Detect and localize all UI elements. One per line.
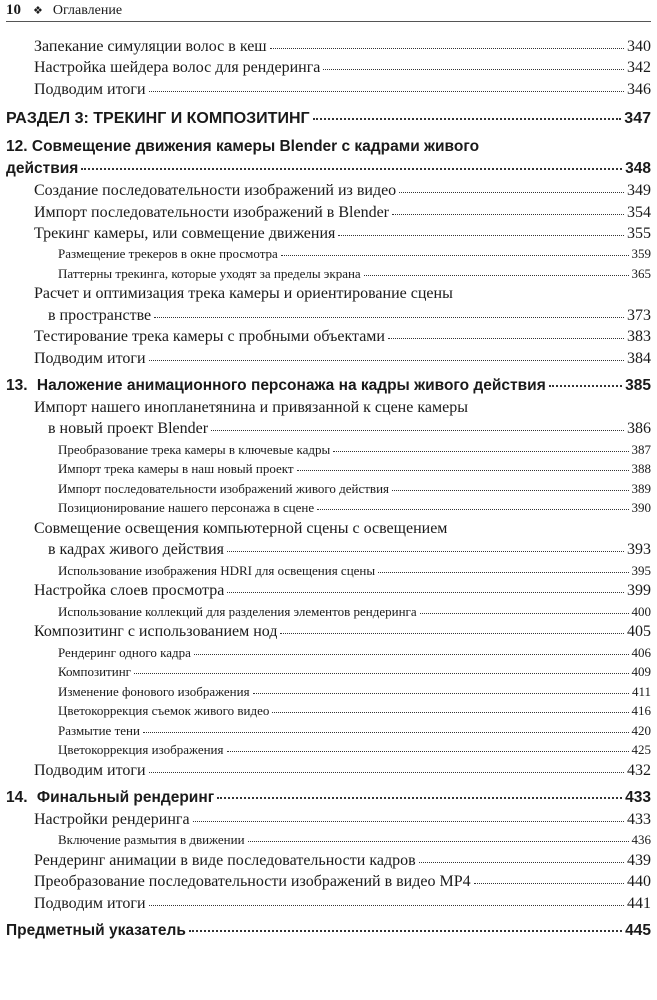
chapter-12-entry[interactable]: действия 348 <box>6 158 651 180</box>
toc-page: 354 <box>627 203 651 221</box>
dot-leader <box>217 797 622 799</box>
toc-page: 347 <box>624 110 651 128</box>
toc-entry[interactable]: Рендеринг анимации в виде последовательности кадров 439 <box>6 850 651 871</box>
index-entry[interactable]: Предметный указатель 445 <box>6 920 651 942</box>
chapter-number: 14. <box>6 788 28 806</box>
toc-page: 386 <box>627 420 651 438</box>
toc-subentry[interactable]: Размещение трекеров в окне просмотра 359 <box>6 244 651 264</box>
dot-leader <box>149 772 624 773</box>
toc-subentry[interactable]: Позиционирование нашего персонажа в сцене 390 <box>6 498 651 518</box>
dot-leader <box>388 338 624 339</box>
dot-leader <box>227 592 624 593</box>
dot-leader <box>338 235 624 236</box>
toc-page: 365 <box>631 265 651 281</box>
toc-entry[interactable]: Подводим итоги 432 <box>6 760 651 781</box>
dot-leader <box>399 192 624 193</box>
dot-leader <box>154 317 624 318</box>
toc-entry[interactable]: Преобразование последовательности изображений в видео MP4 440 <box>6 871 651 892</box>
toc-entry[interactable]: в новый проект Blender 386 <box>6 418 651 439</box>
toc-page: 439 <box>627 851 651 869</box>
dot-leader <box>227 551 624 552</box>
dot-leader <box>317 509 628 510</box>
chapter-13-entry[interactable]: 13. Наложение анимационного персонажа на кадры живого действия 385 <box>6 375 651 397</box>
toc-section-3[interactable]: РАЗДЕЛ 3: ТРЕКИНГ И КОМПОЗИТИНГ 347 <box>6 108 651 130</box>
toc-page: 416 <box>631 703 651 718</box>
dot-leader <box>280 633 624 634</box>
toc-subentry[interactable]: Цветокоррекция изображения 425 <box>6 740 651 760</box>
dot-leader <box>323 69 624 70</box>
toc-page: 411 <box>631 683 651 699</box>
dot-leader <box>194 654 629 655</box>
diamond-ornament-icon: ❖ <box>33 5 43 17</box>
toc-subentry[interactable]: Использование коллекций для разделения элементов рендеринга 400 <box>6 602 651 622</box>
toc-entry[interactable]: Настройка слоев просмотра 399 <box>6 580 651 601</box>
dot-leader <box>281 255 629 256</box>
dot-leader <box>378 572 628 573</box>
toc-page: 420 <box>631 722 651 738</box>
toc-entry-line[interactable]: Импорт нашего инопланетянина и привязанной к сцене камеры <box>34 399 468 417</box>
toc-page: 433 <box>625 788 651 806</box>
toc-page: 359 <box>631 246 651 262</box>
dot-leader <box>549 385 622 387</box>
dot-leader <box>211 430 624 431</box>
toc-subentry[interactable]: Цветокоррекция съемок живого видео 416 <box>6 701 651 721</box>
chapter-number: 12. <box>6 138 28 156</box>
toc-entry[interactable]: Трекинг камеры, или совмещение движения 355 <box>6 223 651 244</box>
toc-entry-line[interactable]: Совмещение освещения компьютерной сцены с освещением <box>34 519 448 537</box>
chapter-14-entry[interactable]: 14. Финальный рендеринг 433 <box>6 787 651 809</box>
chapter-12-title-line[interactable]: 12. Совмещение движения камеры Blender с кадрами живого <box>6 138 480 156</box>
toc-subentry[interactable]: Преобразование трека камеры в ключевые кадры 387 <box>6 440 651 460</box>
toc-entry[interactable]: Запекание симуляции волос в кеш 340 <box>6 36 651 57</box>
table-of-contents <box>6 36 651 942</box>
toc-subentry[interactable]: Импорт последовательности изображений живого действия 389 <box>6 479 651 499</box>
page-number: 10 <box>6 2 21 18</box>
toc-subentry[interactable]: Импорт трека камеры в наш новый проект 388 <box>6 459 651 479</box>
toc-subentry[interactable]: Композитинг 409 <box>6 662 651 682</box>
dot-leader <box>392 490 628 491</box>
toc-subentry[interactable]: Паттерны трекинга, которые уходят за пределы экрана 365 <box>6 264 651 284</box>
toc-entry[interactable]: Импорт последовательности изображений в Blender 354 <box>6 202 651 223</box>
dot-leader <box>297 470 629 471</box>
dot-leader <box>420 613 629 614</box>
toc-page: 340 <box>627 38 651 55</box>
toc-page: 425 <box>631 742 651 757</box>
toc-page: 346 <box>627 80 651 98</box>
toc-page: 405 <box>627 623 651 641</box>
toc-subentry[interactable]: Размытие тени 420 <box>6 721 651 741</box>
toc-page: 348 <box>625 160 651 178</box>
dot-leader <box>149 91 624 92</box>
dot-leader <box>392 214 624 215</box>
toc-page: 432 <box>627 761 651 779</box>
dot-leader <box>270 48 624 49</box>
toc-page: 395 <box>631 562 651 578</box>
dot-leader <box>248 841 629 842</box>
dot-leader <box>333 451 628 452</box>
toc-page: 441 <box>627 894 651 912</box>
toc-page: 400 <box>631 603 651 619</box>
toc-page: 406 <box>631 644 651 660</box>
dot-leader <box>193 821 624 822</box>
toc-subentry[interactable]: Рендеринг одного кадра 406 <box>6 643 651 663</box>
toc-page: 349 <box>627 182 651 200</box>
toc-page: 384 <box>627 349 651 367</box>
toc-page: 399 <box>627 582 651 600</box>
dot-leader <box>272 712 628 713</box>
toc-entry[interactable]: Настройки рендеринга 433 <box>6 809 651 830</box>
toc-entry-line[interactable]: Расчет и оптимизация трека камеры и ориентирование сцены <box>34 285 453 303</box>
toc-page: 383 <box>627 328 651 346</box>
toc-page: 436 <box>631 832 651 848</box>
toc-page: 355 <box>627 225 651 243</box>
toc-page: 373 <box>627 306 651 324</box>
dot-leader <box>364 275 629 276</box>
dot-leader <box>81 168 622 170</box>
toc-subentry[interactable]: Использование изображения HDRI для освещения сцены 395 <box>6 561 651 581</box>
dot-leader <box>149 360 624 361</box>
toc-subentry[interactable]: Включение размытия в движении 436 <box>6 830 651 850</box>
toc-entry[interactable]: в кадрах живого действия 393 <box>6 539 651 560</box>
page-header <box>6 0 651 22</box>
toc-entry[interactable]: Тестирование трека камеры с пробными объектами 383 <box>6 326 651 347</box>
dot-leader <box>134 673 629 674</box>
toc-page: 393 <box>627 541 651 559</box>
toc-entry[interactable]: Подводим итоги 441 <box>6 893 651 914</box>
running-title: Оглавление <box>52 3 123 18</box>
dot-leader <box>419 862 624 863</box>
toc-subentry[interactable]: Изменение фонового изображения 411 <box>6 682 651 702</box>
toc-entry[interactable]: Композитинг с использованием нод 405 <box>6 621 651 642</box>
toc-page: 342 <box>627 59 651 77</box>
toc-entry[interactable]: Подводим итоги 384 <box>6 348 651 369</box>
dot-leader <box>474 883 624 884</box>
dot-leader <box>149 905 624 906</box>
toc-entry[interactable]: Подводим итоги 346 <box>6 79 651 100</box>
toc-page: 409 <box>631 664 651 679</box>
toc-entry[interactable]: Настройка шейдера волос для рендеринга 342 <box>6 57 651 78</box>
dot-leader <box>189 930 622 932</box>
toc-entry[interactable]: в пространстве 373 <box>6 305 651 326</box>
dot-leader <box>227 751 629 752</box>
dot-leader <box>253 693 629 694</box>
toc-page: 387 <box>631 441 651 457</box>
toc-page: 389 <box>631 480 651 496</box>
dot-leader <box>143 732 629 733</box>
toc-page: 445 <box>625 922 651 940</box>
chapter-number: 13. <box>6 377 28 395</box>
toc-page: 433 <box>627 810 651 828</box>
toc-page: 388 <box>631 461 651 477</box>
toc-page: 385 <box>625 377 651 395</box>
toc-entry[interactable]: Создание последовательности изображений из видео 349 <box>6 180 651 201</box>
toc-page: 390 <box>631 500 651 516</box>
toc-page: 440 <box>627 873 651 891</box>
dot-leader <box>313 118 622 120</box>
